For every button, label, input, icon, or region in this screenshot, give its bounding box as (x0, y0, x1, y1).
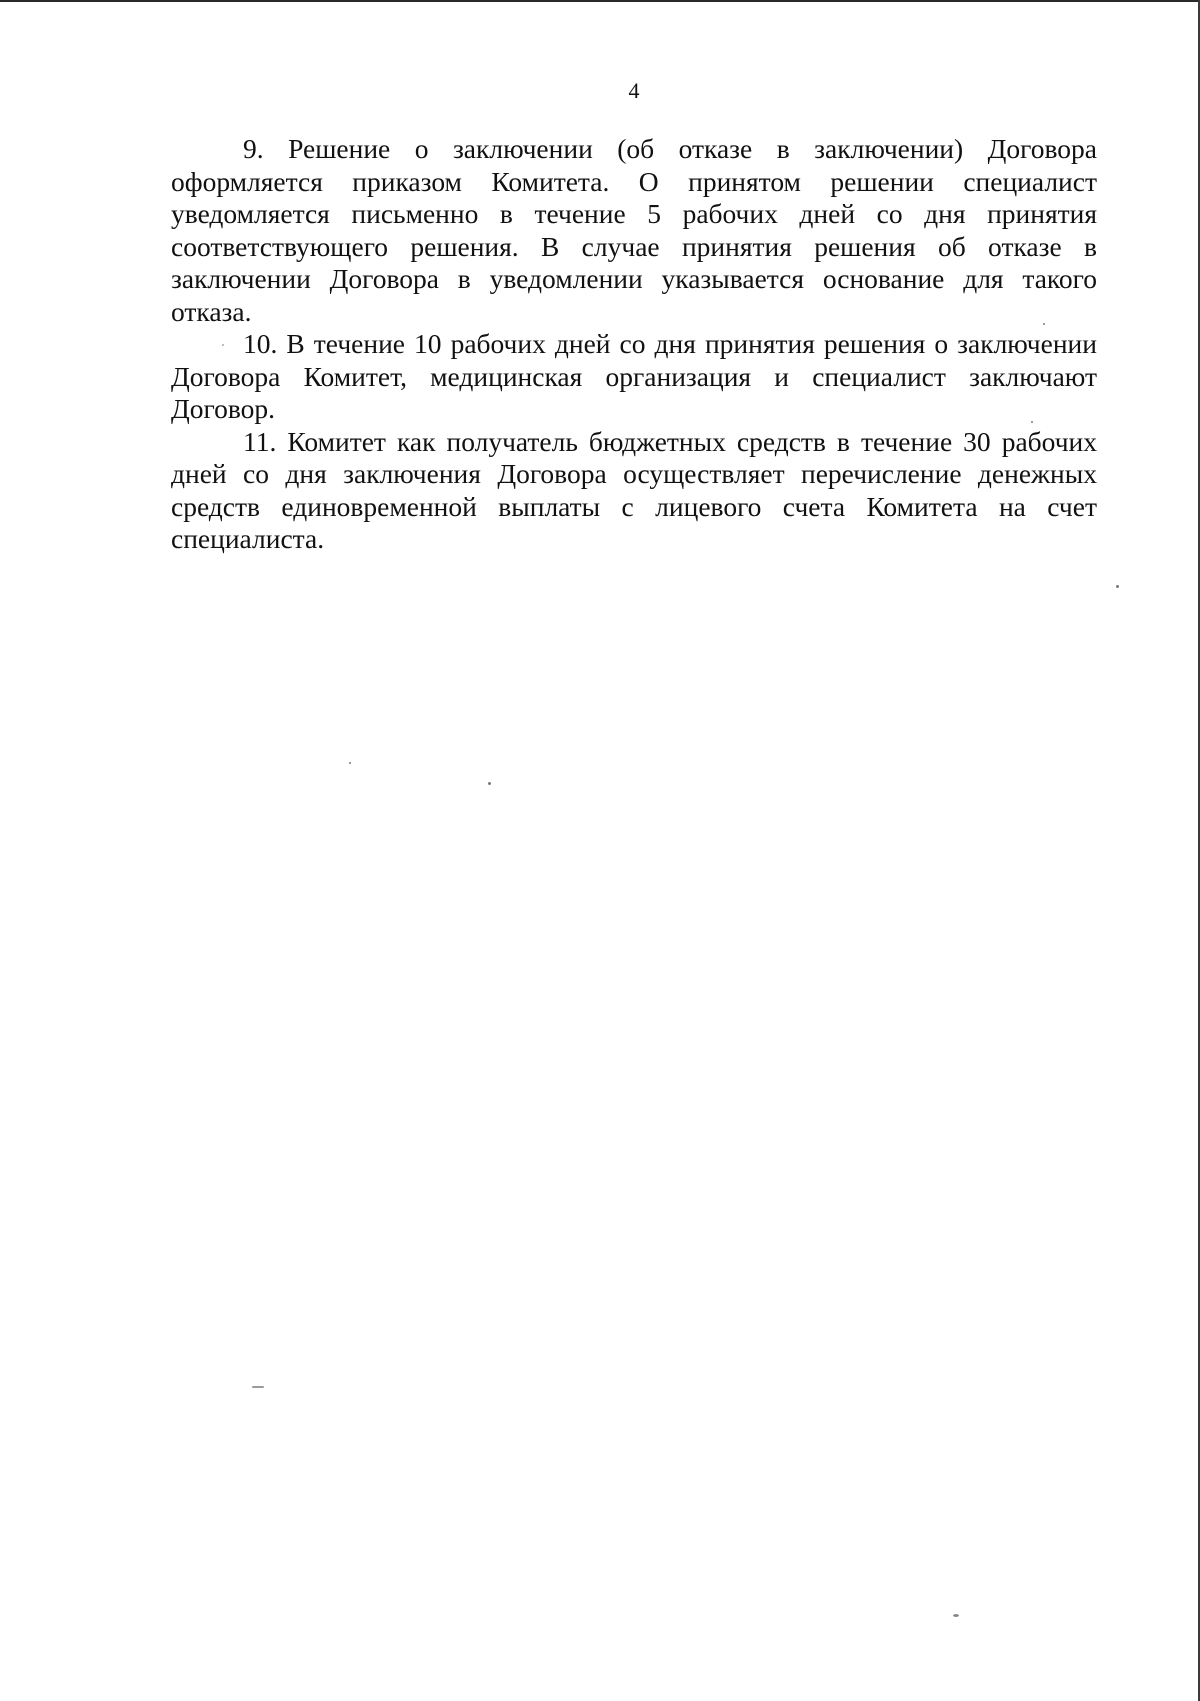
scan-speck (222, 344, 224, 346)
scan-speck (1031, 421, 1033, 423)
scan-speck (1043, 323, 1045, 325)
scan-speck (349, 762, 351, 764)
scan-edge-top (0, 0, 1200, 2)
scan-speck (953, 1614, 959, 1617)
scan-speck (252, 1386, 264, 1388)
paragraph-9: 9. Решение о заключении (об отказе в заключении) Договора оформляется приказом Комитета. О принятом решении специалист уведомляется письменно в течение 5 рабочих дней со дня принятия соответствующего решения. В случае принятия решения об отказе в заключении Договора в уведомлении указывается основание для такого отказа. (171, 133, 1097, 327)
scan-speck (1116, 585, 1119, 588)
scan-speck (488, 782, 491, 785)
paragraph-10: 10. В течение 10 рабочих дней со дня принятия решения о заключении Договора Комитет, медицинская организация и специалист заключают Договор. (171, 328, 1097, 424)
paragraph-11: 11. Комитет как получатель бюджетных средств в течение 30 рабочих дней со дня заключения Договора осуществляет перечисление денежных средств единовременной выплаты с лицевого счета Комитета на счет специалиста. (171, 425, 1097, 554)
document-body (171, 133, 1097, 556)
page-number: 4 (628, 78, 640, 103)
